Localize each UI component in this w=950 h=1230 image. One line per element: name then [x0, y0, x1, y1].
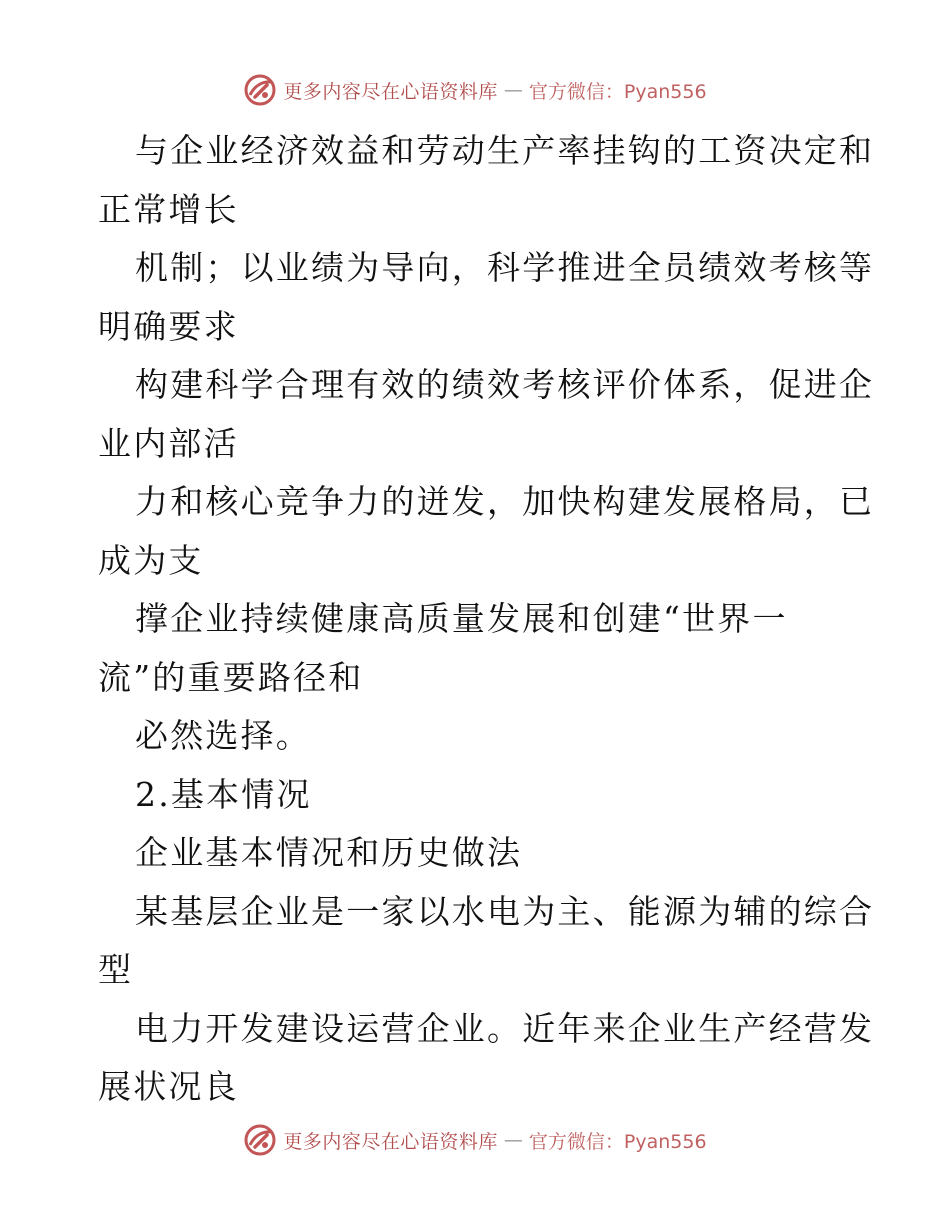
- body-line: 成为支: [98, 540, 204, 580]
- footer-banner-text: 更多内容尽在心语资料库: [283, 1130, 498, 1153]
- header-banner-text: 更多内容尽在心语资料库: [283, 80, 498, 103]
- body-line: 明确要求: [98, 306, 239, 346]
- footer-banner-separator: —: [503, 1129, 523, 1151]
- body-line: 正常增长: [98, 189, 239, 229]
- body-line: 必然选择。: [135, 716, 311, 755]
- brand-logo-icon: [243, 1123, 277, 1157]
- body-line: 电力开发建设运营企业。近年来企业生产经营发: [135, 1008, 875, 1048]
- body-line: 撑企业持续健康高质量发展和创建“世界一: [135, 599, 788, 638]
- body-line: 构建科学合理有效的绩效考核评价体系，促进企: [135, 365, 875, 404]
- subsection-heading: 企业基本情况和历史做法: [135, 833, 523, 872]
- footer-banner: [0, 1120, 950, 1160]
- body-line: 与企业经济效益和劳动生产率挂钩的工资决定和: [135, 131, 875, 170]
- body-line: 机制；以业绩为导向，科学推进全员绩效考核等: [135, 248, 875, 287]
- brand-logo-icon: [243, 73, 277, 107]
- document-body: [98, 122, 875, 1117]
- body-line: 力和核心竞争力的迸发，加快构建发展格局，已: [135, 482, 875, 521]
- body-line: 业内部活: [98, 423, 239, 463]
- body-line: 某基层企业是一家以水电为主、能源为辅的综合: [135, 891, 875, 931]
- header-banner-separator: —: [503, 79, 523, 101]
- body-line: 展状况良: [98, 1067, 239, 1106]
- footer-banner-contact: 官方微信：Pyan556: [528, 1130, 707, 1153]
- body-line: 流”的重要路径和: [98, 657, 364, 697]
- header-banner: [0, 70, 950, 110]
- body-line: 型: [98, 950, 134, 989]
- section-heading: 2.基本情况: [135, 774, 312, 814]
- header-banner-contact: 官方微信：Pyan556: [528, 80, 707, 103]
